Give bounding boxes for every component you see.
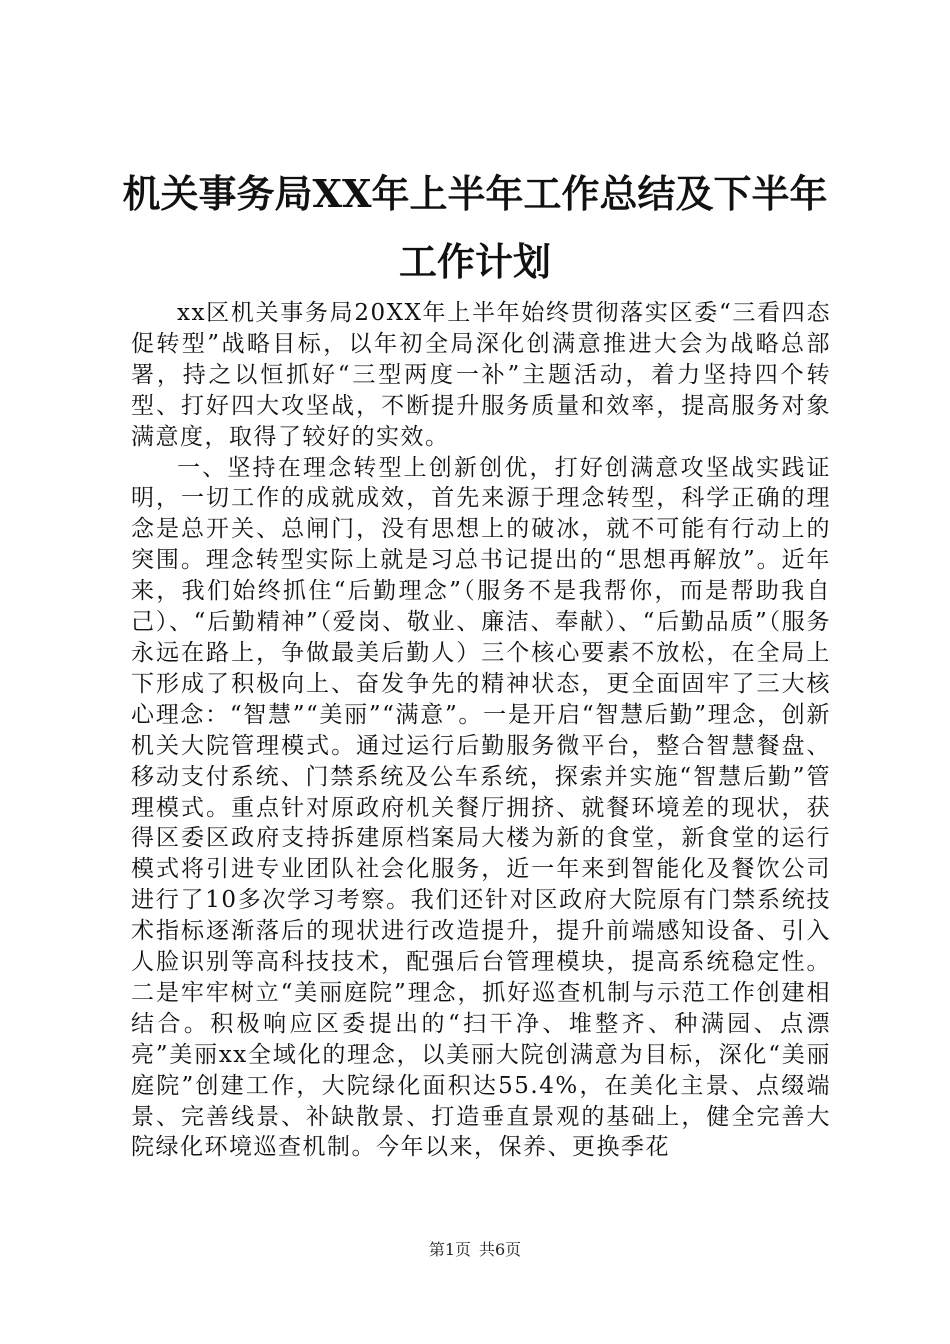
document-title: 机关事务局XX年上半年工作总结及下半年工作计划 — [122, 171, 828, 284]
section-one-paragraph: 一、坚持在理念转型上创新创优，打好创满意攻坚战实践证明，一切工作的成就成效，首先来源于理念转型，科学正确的理念是总开关、总闸门，没有思想上的破冰，就不可能有行动上的突围。理念转型实际上就是习总书记提出的“思想再解放”。近年来，我们始终抓住“后勤理念”（服务不是我帮你，而是帮助我自己）、“后勤精神”（爱岗、敬业、廉洁、奉献）、“后勤品质”（服务永远在路上，争做最美后勤人）三个核心要素不放松，在全局上下形成了积极向上、奋发争先的精神状态，更全面固牢了三大核心理念：“智慧”“美丽”“满意”。一是开启“智慧后勤”理念，创新机关大院管理模式。通过运行后勤服务微平台，整合智慧餐盘、移动支付系统、门禁系统及公车系统，探索并实施“智慧后勤”管理模式。重点针对原政府机关餐厅拥挤、就餐环境差的现状，获得区委区政府支持拆建原档案局大楼为新的食堂，新食堂的运行模式将引进专业团队社会化服务，近一年来到智能化及餐饮公司进行了10多次学习考察。我们还针对区政府大院原有门禁系统技术指标逐渐落后的现状进行改造提升，提升前端感知设备、引入人脸识别等高科技技术，配强后台管理模块，提高系统稳定性。二是牢牢树立“美丽庭院”理念，抓好巡查机制与示范工作创建相结合。积极响应区委提出的“扫干净、堆整齐、种满园、点漂亮”美丽xx全域化的理念，以美丽大院创满意为目标，深化“美丽庭院”创建工作，大院绿化面积达55.4%，在美化主景、点缀端景、完善线景、补缺散景、打造垂直景观的基础上，健全完善大院绿化环境巡查机制。今年以来，保养、更换季花 — [131, 454, 831, 1161]
intro-paragraph: xx区机关事务局20XX年上半年始终贯彻落实区委“三看四态促转型”战略目标，以年初全局深化创满意推进大会为战略总部署，持之以恒抓好“三型两度一补”主题活动，着力坚持四个转型、打好四大攻坚战，不断提升服务质量和效率，提高服务对象满意度，取得了较好的实效。 — [131, 300, 831, 450]
page-number: 第1页 — [428, 1240, 471, 1259]
page-total: 共6页 — [479, 1240, 522, 1259]
page-footer — [0, 1240, 950, 1260]
document-body — [131, 298, 831, 1163]
